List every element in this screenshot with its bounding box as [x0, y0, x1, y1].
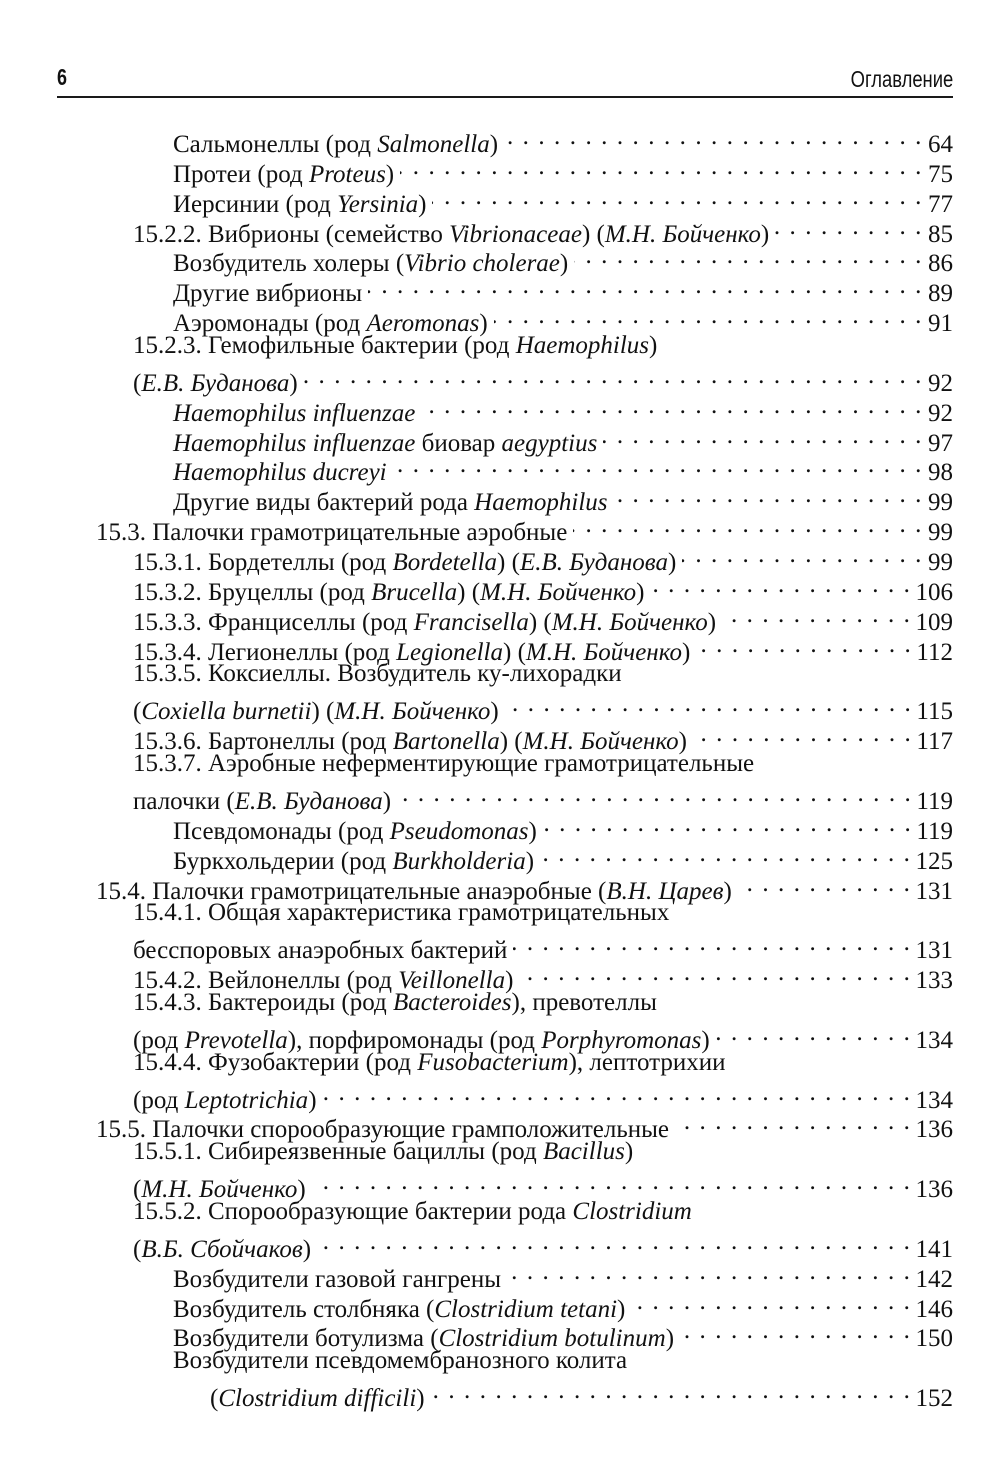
toc-entry[interactable] — [96, 869, 953, 905]
dot-leader — [573, 510, 923, 540]
text: ) — [418, 190, 427, 218]
toc-entry[interactable] — [133, 570, 953, 606]
text: 15.3. Палочки грамотрицательные аэробные — [96, 519, 568, 547]
toc-page-number: 131 — [915, 937, 953, 965]
dot-leader — [317, 1227, 911, 1257]
toc-entry[interactable] — [133, 1227, 953, 1263]
italic-text: aegyptius — [501, 429, 598, 457]
dot-leader — [507, 1257, 911, 1287]
dot-leader — [312, 1167, 912, 1197]
dot-leader — [494, 301, 923, 331]
text: 15.4. Палочки грамотрицательные анаэробные ( — [96, 877, 607, 905]
italic-text: Legionella — [396, 638, 503, 666]
italic-text: Bordetella — [392, 549, 498, 577]
toc-entry[interactable] — [133, 1078, 953, 1114]
italic-text: В.Н. Царев — [606, 877, 724, 905]
toc-page-number: 85 — [928, 220, 953, 248]
toc-entry-title — [210, 1384, 425, 1414]
italic-text: Haemophilus influenzae — [173, 429, 416, 457]
text: 15.3.6. Бартонеллы (род — [133, 728, 393, 756]
toc-entry[interactable] — [133, 331, 657, 361]
italic-text: Salmonella — [377, 131, 490, 158]
toc-entry[interactable] — [133, 540, 953, 577]
text: Буркхольдерии (род — [173, 847, 393, 875]
italic-text: Е.В. Буданова — [519, 549, 668, 577]
text: ) — [760, 220, 770, 248]
toc-entry-title — [133, 1048, 726, 1078]
toc-entry[interactable] — [133, 779, 953, 815]
toc-entry[interactable] — [133, 212, 953, 248]
text: бесспоровых анаэробных бактерий — [133, 937, 508, 965]
italic-text: Bacteroides — [393, 988, 512, 1016]
text: ) — [723, 877, 732, 905]
toc-entry[interactable] — [133, 1167, 953, 1204]
toc-page-number: 131 — [915, 877, 953, 905]
toc-page-number: 150 — [915, 1325, 953, 1353]
dot-leader — [696, 630, 912, 660]
italic-text: Coxiella burnetii — [141, 698, 312, 726]
text: ) ( — [499, 728, 523, 756]
text: ), превотеллы — [511, 988, 657, 1016]
toc-entry-title — [173, 1346, 627, 1376]
toc-page-number: 117 — [916, 728, 953, 756]
text: ) — [665, 1325, 675, 1353]
text: ) — [681, 638, 691, 666]
dot-leader — [693, 719, 912, 749]
text: ) — [416, 1385, 425, 1413]
italic-text: М.Н. Бойченко — [334, 698, 491, 726]
italic-text: Haemophilus — [474, 489, 608, 517]
toc-entry[interactable] — [173, 1346, 627, 1376]
text: ) — [489, 131, 499, 158]
toc-entry[interactable] — [173, 152, 953, 188]
toc-page-number: 119 — [916, 817, 953, 845]
text: 15.3.4. Легионеллы (род — [133, 638, 397, 666]
text: 15.3.5. Коксиеллы. Возбудитель ку-лихорадки — [133, 660, 622, 688]
toc-page-number: 92 — [928, 369, 953, 397]
italic-text: Clostridium tetani — [434, 1295, 618, 1323]
text: ) — [559, 250, 569, 278]
toc-page-number: 89 — [928, 280, 953, 308]
text: 15.5.2. Спорообразующие бактерии рода — [133, 1197, 573, 1225]
text: ) — [528, 817, 537, 845]
text: Аэромонады (род — [173, 310, 367, 338]
italic-text: Brucella — [371, 578, 458, 606]
text: биовар — [415, 429, 502, 457]
toc-entry[interactable] — [133, 630, 953, 666]
text: ) ( — [528, 608, 552, 636]
toc-entry[interactable] — [173, 271, 953, 308]
toc-entry[interactable] — [133, 719, 953, 756]
dot-leader — [603, 421, 923, 451]
toc-page-number: 109 — [915, 608, 953, 636]
toc-page-number: 75 — [928, 160, 953, 188]
text: ) — [479, 310, 488, 338]
toc-entry[interactable] — [133, 361, 953, 397]
italic-text: Francisella — [413, 608, 529, 636]
text: Возбудители газовой гангрены — [173, 1265, 502, 1293]
text: 15.4.3. Бактероиды (род — [133, 988, 394, 1016]
dot-leader — [675, 1107, 912, 1137]
text: ) ( — [503, 638, 526, 666]
toc-entry-title — [133, 988, 657, 1018]
toc-page-number: 99 — [928, 489, 953, 517]
text: ), порфиромонады (род — [287, 1026, 542, 1054]
text: 15.4.2. Вейлонеллы (род — [133, 967, 399, 995]
text: ) — [707, 608, 717, 636]
toc-entry[interactable] — [133, 898, 669, 928]
italic-text: Yersinia — [337, 190, 419, 218]
italic-text: Е.В. Буданова — [234, 787, 383, 815]
italic-text: В.Б. Сбойчаков — [141, 1235, 303, 1263]
italic-text: М.Н. Бойченко — [551, 608, 708, 636]
italic-text: Fusobacterium — [417, 1048, 569, 1076]
text: 15.3.3. Франциселлы (род — [133, 608, 414, 636]
toc-entry[interactable] — [133, 1197, 692, 1227]
dot-leader — [543, 809, 913, 839]
text: Возбудитель холеры ( — [173, 250, 405, 278]
toc-entry-title — [133, 331, 657, 361]
text: 15.2.2. Вибрионы (семейство — [133, 220, 450, 248]
toc-page-number: 152 — [915, 1385, 953, 1413]
toc-page-number: 133 — [915, 967, 953, 995]
text: ), лептотрихии — [568, 1048, 726, 1076]
toc-page-number: 146 — [915, 1295, 953, 1323]
running-title: Оглавление — [850, 66, 953, 92]
text: ) ( — [311, 698, 335, 726]
toc-page-number: 136 — [915, 1176, 953, 1204]
text: Сальмонеллы (род — [173, 131, 378, 158]
italic-text: М.Н. Бойченко — [480, 578, 637, 606]
page-number: 6 — [57, 64, 67, 90]
italic-text: Vibrionaceae — [449, 220, 582, 248]
italic-text: Porphyromonas — [541, 1026, 702, 1054]
text: ) — [308, 1086, 317, 1114]
toc-page-number: 125 — [915, 847, 953, 875]
toc-entry[interactable] — [133, 1137, 633, 1167]
text: 15.4.4. Фузобактерии (род — [133, 1048, 418, 1076]
italic-text: Vibrio cholerae — [404, 250, 560, 278]
toc-page-number: 136 — [915, 1116, 953, 1144]
dot-leader — [519, 958, 911, 988]
dot-leader — [393, 450, 923, 480]
toc-entry[interactable] — [173, 480, 953, 517]
dot-leader — [650, 570, 911, 600]
toc-entry-title — [133, 1197, 692, 1227]
toc-entry[interactable] — [96, 1107, 953, 1144]
text: ) — [624, 1138, 634, 1166]
dot-leader — [574, 241, 923, 271]
italic-text: Bacillus — [542, 1138, 625, 1166]
header-rule — [57, 96, 953, 98]
italic-text: М.Н. Бойченко — [522, 728, 679, 756]
dot-leader — [504, 122, 923, 152]
toc-entry[interactable] — [133, 600, 953, 636]
toc-page-number: 141 — [915, 1235, 953, 1263]
text: ) — [505, 967, 514, 995]
italic-text: Clostridium difficili — [218, 1385, 417, 1413]
dot-leader — [680, 1316, 911, 1346]
text: ( — [133, 698, 142, 726]
dot-leader — [722, 600, 911, 630]
dot-leader — [421, 391, 923, 421]
text: ) — [525, 847, 535, 875]
text: ) — [289, 369, 298, 397]
italic-text: Haemophilus — [515, 332, 650, 360]
text: (род — [133, 1086, 185, 1114]
toc-entry[interactable] — [173, 182, 953, 218]
italic-text: Clostridium botulinum — [438, 1325, 666, 1353]
text: ) — [382, 787, 392, 815]
toc-entry-title — [133, 659, 622, 689]
text: 15.2.3. Гемофильные бактерии (род — [133, 332, 516, 360]
toc-page-number: 119 — [916, 787, 953, 815]
dot-leader — [540, 839, 911, 869]
dot-leader — [323, 1078, 912, 1108]
dot-leader — [368, 271, 923, 301]
toc-page-number: 99 — [928, 549, 953, 577]
italic-text: Proteus — [308, 160, 386, 188]
text: Возбудители ботулизма ( — [173, 1325, 439, 1353]
text: 15.3.2. Бруцеллы (род — [133, 578, 372, 606]
text: 15.4.1. Общая характеристика грамотрицательных — [133, 899, 670, 927]
toc-page-number: 86 — [928, 250, 953, 278]
text: ) ( — [497, 549, 520, 577]
italic-text: М.Н. Бойченко — [525, 638, 682, 666]
dot-leader — [738, 869, 912, 899]
toc-page-number: 134 — [915, 1086, 953, 1114]
text: ( — [133, 369, 142, 397]
dot-leader — [513, 928, 911, 958]
text: ) — [636, 578, 645, 606]
dot-leader — [775, 212, 923, 242]
italic-text: Burkholderia — [392, 847, 526, 875]
text: ) — [302, 1235, 312, 1263]
text: Иерсинии (род — [173, 190, 338, 218]
toc-page-number: 92 — [928, 399, 953, 427]
italic-text: Leptotrichia — [184, 1086, 309, 1114]
text: ( — [210, 1385, 219, 1413]
dot-leader — [400, 152, 923, 182]
toc-page-number: 64 — [928, 131, 953, 158]
italic-text: Е.В. Буданова — [141, 369, 290, 397]
italic-text: Aeromonas — [366, 310, 480, 338]
page-header — [57, 62, 953, 96]
dot-leader — [631, 1287, 911, 1317]
text: ( — [133, 1235, 142, 1263]
toc-entry[interactable] — [173, 241, 953, 278]
text: 15.3.1. Бордетеллы (род — [133, 549, 393, 577]
toc-entry[interactable] — [173, 839, 953, 875]
text: 15.3.7. Аэробные неферментирующие грамотрицательные — [133, 750, 755, 778]
toc-entry[interactable] — [173, 1257, 953, 1293]
italic-text: Veillonella — [398, 967, 506, 995]
toc-entry[interactable] — [173, 450, 953, 487]
toc-entry[interactable] — [133, 1018, 953, 1054]
toc-page-number: 106 — [915, 578, 953, 606]
text: ) — [490, 698, 499, 726]
dot-leader — [397, 779, 912, 809]
toc-entry[interactable] — [173, 809, 953, 845]
text: ( — [133, 1176, 142, 1204]
italic-text: М.Н. Бойченко — [604, 220, 761, 248]
toc-entry[interactable] — [133, 659, 622, 689]
toc-page-number: 77 — [928, 190, 953, 218]
italic-text: Clostridium — [572, 1197, 692, 1225]
italic-text: Haemophilus influenzae — [173, 399, 416, 427]
dot-leader — [505, 689, 913, 719]
toc-page-number: 112 — [916, 638, 953, 666]
toc-entry[interactable] — [133, 958, 953, 995]
text: ) — [617, 1295, 626, 1323]
italic-text: Pseudomonas — [389, 817, 529, 845]
dot-leader — [614, 480, 924, 510]
toc-entry[interactable] — [133, 988, 657, 1018]
text: Другие вибрионы — [173, 280, 363, 308]
toc-entry-title — [133, 898, 669, 928]
dot-leader — [432, 182, 923, 212]
toc-entry[interactable] — [96, 510, 953, 547]
text: ) ( — [581, 220, 605, 248]
toc-entry[interactable] — [210, 1376, 953, 1413]
dot-leader — [716, 1018, 912, 1048]
toc-entry-title — [133, 749, 754, 779]
text: ) — [297, 1176, 306, 1204]
toc-entry[interactable] — [173, 1316, 953, 1353]
text: ) — [678, 728, 687, 756]
text: Псевдомонады (род — [173, 817, 390, 845]
toc-page-number: 142 — [915, 1265, 953, 1293]
text: 15.5. Палочки спорообразующие грамположительные — [96, 1116, 669, 1144]
toc-page-number: 98 — [928, 459, 953, 487]
text: Возбудитель столбняка ( — [173, 1295, 435, 1323]
text: 15.5.1. Сибиреязвенные бациллы (род — [133, 1138, 543, 1166]
text: Возбудители псевдомембранозного колита — [173, 1347, 628, 1375]
text: Протеи (род — [173, 160, 309, 188]
toc-entry[interactable] — [173, 391, 953, 427]
text: ) ( — [457, 578, 481, 606]
toc-entry[interactable] — [173, 301, 953, 338]
dot-leader — [431, 1376, 912, 1406]
toc-page-number: 134 — [915, 1026, 953, 1054]
italic-text: Bartonella — [392, 728, 500, 756]
toc-page-number: 97 — [928, 429, 953, 457]
text: (род — [133, 1026, 185, 1054]
italic-text: М.Н. Бойченко — [141, 1176, 298, 1204]
toc-entry-title — [133, 1137, 633, 1167]
toc-entry[interactable] — [173, 122, 953, 158]
toc-page-number: 91 — [928, 310, 953, 338]
text: ) — [385, 160, 395, 188]
toc-entry[interactable] — [133, 689, 953, 726]
dot-leader — [304, 361, 923, 391]
toc-entry[interactable] — [133, 749, 754, 779]
toc-entry[interactable] — [173, 421, 953, 457]
text: ) — [649, 332, 658, 360]
italic-text: Haemophilus ducreyi — [173, 459, 387, 487]
toc-entry[interactable] — [133, 928, 953, 965]
toc-entry[interactable] — [173, 1287, 953, 1323]
text: ) — [701, 1026, 710, 1054]
text: палочки ( — [133, 787, 235, 815]
toc-page-number: 99 — [928, 519, 953, 547]
dot-leader — [682, 540, 923, 570]
toc-entry[interactable] — [133, 1048, 726, 1078]
italic-text: Prevotella — [184, 1026, 288, 1054]
text: ) — [667, 549, 677, 577]
text: Другие виды бактерий рода — [173, 489, 475, 517]
toc-page-number: 115 — [916, 698, 953, 726]
